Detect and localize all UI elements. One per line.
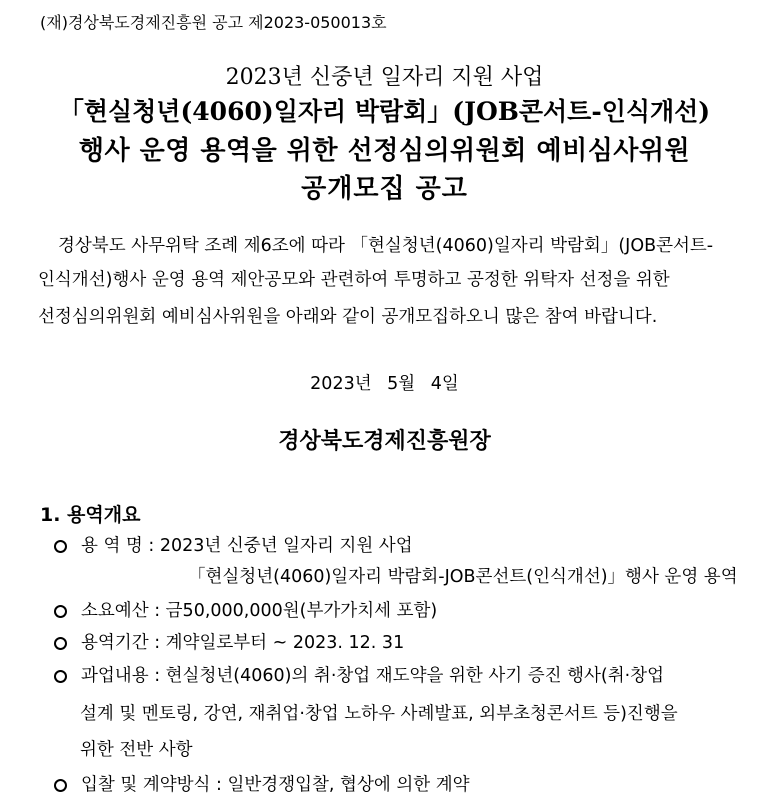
section-title: 1. 용역개요: [40, 504, 141, 526]
issuer-signature: 경상북도경제진흥원장: [278, 428, 491, 454]
item-label: 입찰 및 계약방식: [81, 775, 211, 795]
item-label: 용 역 명: [81, 536, 143, 556]
circle-bullet-icon: [54, 605, 67, 618]
circle-bullet-icon: [54, 670, 67, 683]
title-line-2: 「현실청년(4060)일자리 박람회」(JOB콘서트-인식개선): [58, 97, 711, 126]
item-value: 현실청년(4060)의 취·창업 재도약을 위한 사기 증진 행사(취·창업: [165, 666, 664, 686]
item-label: 용역기간: [81, 633, 149, 653]
body-paragraph-line-1: 경상북도 사무위탁 조례 제6조에 따라 「현실청년(4060)일자리 박람회」(JOB콘서트-: [58, 236, 714, 256]
item-label: 과업내용: [81, 666, 149, 686]
item-value-continued: 설계 및 멘토링, 강연, 재취업·창업 노하우 사례발표, 외부초청콘서트 등)진행을: [80, 704, 678, 724]
list-item: [54, 662, 664, 687]
item-value-continued: 위한 전반 사항: [80, 740, 193, 760]
list-item: [54, 629, 404, 654]
body-paragraph-line-3: 선정심의위원회 예비심사위원을 아래와 같이 공개모집하오니 많은 참여 바랍니다.: [38, 307, 658, 327]
item-value: 계약일로부터 ~ 2023. 12. 31: [165, 633, 405, 653]
item-value: 일반경쟁입찰, 협상에 의한 계약: [227, 775, 470, 795]
title-line-3: 행사 운영 용역을 위한 선정심의위원회 예비심사위원: [78, 136, 691, 166]
list-item: [54, 532, 413, 557]
circle-bullet-icon: [54, 779, 67, 792]
circle-bullet-icon: [54, 540, 67, 553]
list-item: [54, 597, 437, 622]
body-paragraph-line-2: 인식개선)행사 운영 용역 제안공모와 관련하여 투명하고 공정한 위탁자 선정을 위한: [38, 270, 670, 290]
item-label: 소요예산: [81, 601, 149, 621]
item-separator: :: [148, 633, 166, 653]
circle-bullet-icon: [54, 637, 67, 650]
notice-date: 2023년 5월 4일: [310, 374, 459, 394]
list-item: [54, 771, 470, 796]
item-value: 2023년 신중년 일자리 지원 사업: [159, 536, 413, 556]
item-separator: :: [148, 601, 166, 621]
item-value-continued: 「현실청년(4060)일자리 박람회-JOB콘선트(인식개선)」행사 운영 용역: [188, 567, 738, 587]
item-separator: :: [142, 536, 160, 556]
title-line-4: 공개모집 공고: [301, 174, 468, 204]
title-line-1: 2023년 신중년 일자리 지원 사업: [225, 65, 544, 90]
item-separator: :: [148, 666, 166, 686]
item-value: 금50,000,000원(부가가치세 포함): [165, 601, 438, 621]
notice-number: (재)경상북도경제진흥원 공고 제2023-050013호: [40, 13, 387, 32]
item-separator: :: [210, 775, 228, 795]
